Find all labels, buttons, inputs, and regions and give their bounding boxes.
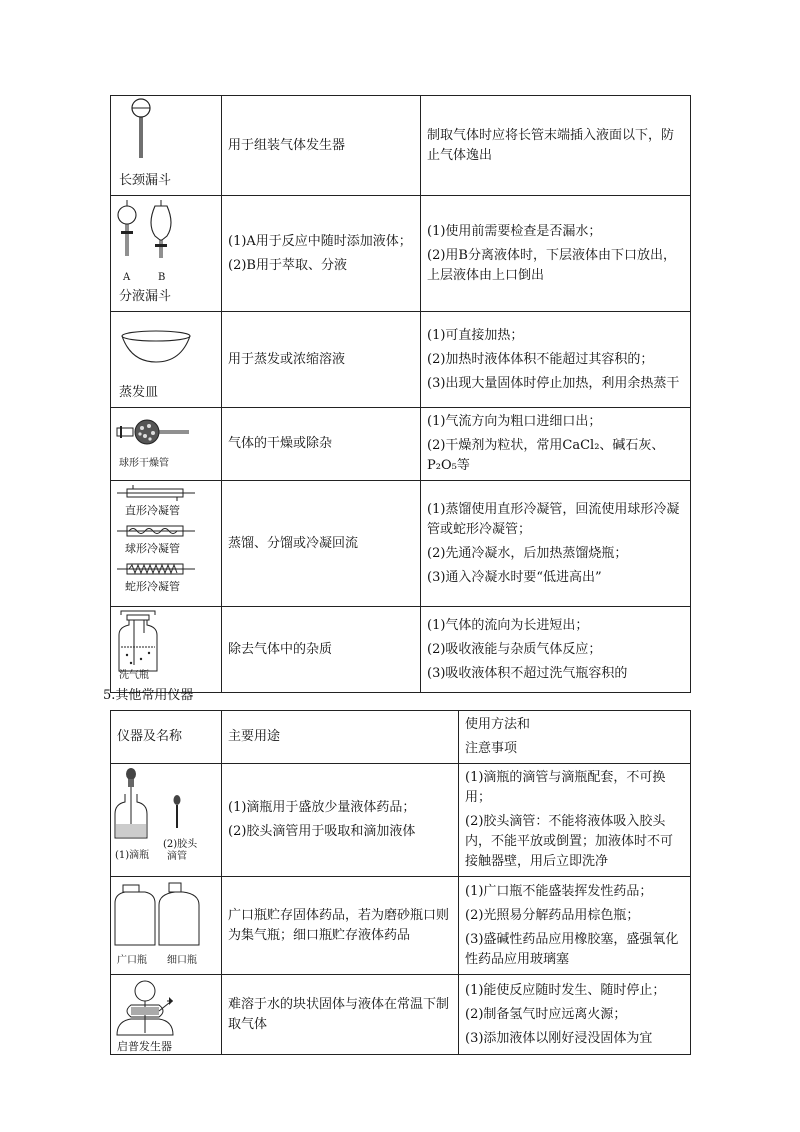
apparatus-name: 蛇形冷凝管 xyxy=(125,580,180,593)
apparatus-name: 启普发生器 xyxy=(117,1040,172,1053)
label-a: A xyxy=(123,272,131,283)
apparatus-name: 球形干燥管 xyxy=(119,458,169,469)
apparatus-name: 球形冷凝管 xyxy=(125,542,180,555)
section-heading: 5.其他常用仪器 xyxy=(103,688,194,703)
table-row xyxy=(111,607,691,693)
note-line: (2)干燥剂为粒状，常用CaCl₂、碱石灰、P₂O₅等 xyxy=(427,438,665,473)
note-line: (1)蒸馏使用直形冷凝管，回流使用球形冷凝管或蛇形冷凝管； xyxy=(427,501,680,537)
notes-cell xyxy=(459,764,691,877)
usage-cell: 除去气体中的杂质 xyxy=(222,607,421,693)
note-line: (2)加热时液体体积不能超过其容积的； xyxy=(427,351,654,367)
usage-cell: 难溶于水的块状固体与液体在常温下制取气体 xyxy=(222,975,459,1055)
usage-line: (2)B用于萃取、分液 xyxy=(228,257,347,273)
apparatus-image-cell xyxy=(111,764,222,877)
apparatus-name: 长颈漏斗 xyxy=(119,173,172,188)
note-line: (2)用B分离液体时，下层液体由下口放出，上层液体由上口倒出 xyxy=(427,247,676,283)
apparatus-image-cell xyxy=(111,196,222,312)
notes-cell xyxy=(421,196,691,312)
table-header-row xyxy=(111,711,691,764)
usage-line: (1)滴瓶用于盛放少量液体药品； xyxy=(228,800,416,815)
apparatus-image-cell xyxy=(111,607,222,693)
note-line: (1)能使反应随时发生、随时停止； xyxy=(465,982,666,998)
apparatus-image-cell xyxy=(111,975,222,1055)
drying-tube-icon xyxy=(111,416,221,456)
table-row xyxy=(111,481,691,607)
notes-cell xyxy=(421,96,691,196)
apparatus-name: (2)胶头 xyxy=(163,839,198,850)
header-line: 使用方法和 xyxy=(465,717,531,732)
apparatus-image-cell xyxy=(111,481,222,607)
usage-cell: 气体的干燥或除杂 xyxy=(222,408,421,481)
notes-cell xyxy=(421,607,691,693)
apparatus-table-2 xyxy=(110,710,691,1055)
table-row xyxy=(111,975,691,1055)
note-line: (1)滴瓶的滴管与滴瓶配套，不可换用； xyxy=(465,770,666,805)
usage-line: (2)胶头滴管用于吸取和滴加液体 xyxy=(228,824,416,839)
dropper-bottle-icon xyxy=(111,766,221,846)
note-line: (1)使用前需要检查是否漏水； xyxy=(427,223,602,239)
note-line: (3)吸收液体积不超过洗气瓶容积的 xyxy=(427,665,628,681)
note-line: (3)盛碱性药品应用橡胶塞，盛强氧化性药品应用玻璃塞 xyxy=(465,931,679,967)
note-line: (2)光照易分解药品用棕色瓶； xyxy=(465,907,640,923)
note-line: (1)广口瓶不能盛装挥发性药品； xyxy=(465,883,653,899)
table-row xyxy=(111,196,691,312)
table-row xyxy=(111,408,691,481)
usage-cell: 广口瓶贮存固体药品，若为磨砂瓶口则为集气瓶；细口瓶贮存液体药品 xyxy=(222,877,459,975)
note-line: (1)可直接加热； xyxy=(427,327,524,343)
note-line: (2)吸收液能与杂质气体反应； xyxy=(427,641,602,657)
note-line: (3)通入冷凝水时要“低进高出” xyxy=(427,569,602,585)
label-b: B xyxy=(158,272,166,283)
apparatus-image-cell xyxy=(111,96,222,196)
apparatus-image-cell xyxy=(111,408,222,481)
table-row xyxy=(111,764,691,877)
usage-cell xyxy=(222,764,459,877)
header-cell xyxy=(459,711,691,764)
apparatus-name: 蒸发皿 xyxy=(119,385,159,400)
table-row xyxy=(111,312,691,408)
apparatus-name: 细口瓶 xyxy=(167,955,197,966)
usage-cell: 用于组装气体发生器 xyxy=(222,96,421,196)
notes-cell xyxy=(421,408,691,481)
apparatus-name: 滴管 xyxy=(167,851,187,862)
note-line: 制取气体时应将长管末端插入液面以下，防止气体逸出 xyxy=(427,127,675,163)
note-line: (2)胶头滴管：不能将液体吸入胶头内，不能平放或倒置；加液体时不可接触器壁，用后立即洗净 xyxy=(465,814,674,869)
long-neck-funnel-icon xyxy=(111,96,221,176)
table-row xyxy=(111,96,691,196)
apparatus-name: 分液漏斗 xyxy=(119,289,172,304)
kipps-apparatus-icon xyxy=(111,977,221,1043)
apparatus-name: 直形冷凝管 xyxy=(125,504,180,517)
header-cell: 主要用途 xyxy=(222,711,459,764)
apparatus-name: 广口瓶 xyxy=(117,955,147,966)
header-line: 注意事项 xyxy=(465,741,518,756)
note-line: (3)出现大量固体时停止加热，利用余热蒸干 xyxy=(427,375,680,391)
usage-cell xyxy=(222,196,421,312)
usage-cell: 用于蒸发或浓缩溶液 xyxy=(222,312,421,408)
apparatus-image-cell xyxy=(111,312,222,408)
note-line: (1)气流方向为粗口进细口出； xyxy=(427,414,602,429)
apparatus-image-cell xyxy=(111,877,222,975)
usage-cell: 蒸馏、分馏或冷凝回流 xyxy=(222,481,421,607)
usage-line: (1)A用于反应中随时添加液体； xyxy=(228,233,412,249)
notes-cell xyxy=(421,481,691,607)
evaporating-dish-icon xyxy=(111,322,221,382)
notes-cell xyxy=(459,975,691,1055)
note-line: (2)先通冷凝水，后加热蒸馏烧瓶； xyxy=(427,545,628,561)
header-cell: 仪器及名称 xyxy=(111,711,222,764)
apparatus-name: (1)滴瓶 xyxy=(115,850,150,861)
apparatus-name: 洗气瓶 xyxy=(119,670,149,681)
apparatus-table-1 xyxy=(110,95,691,693)
notes-cell xyxy=(459,877,691,975)
table-row xyxy=(111,877,691,975)
notes-cell xyxy=(421,312,691,408)
note-line: (1)气体的流向为长进短出； xyxy=(427,617,589,633)
reagent-bottles-icon xyxy=(111,879,221,959)
note-line: (3)添加液体以刚好浸没固体为宜 xyxy=(465,1030,653,1046)
note-line: (2)制备氢气时应远离火源； xyxy=(465,1006,627,1022)
